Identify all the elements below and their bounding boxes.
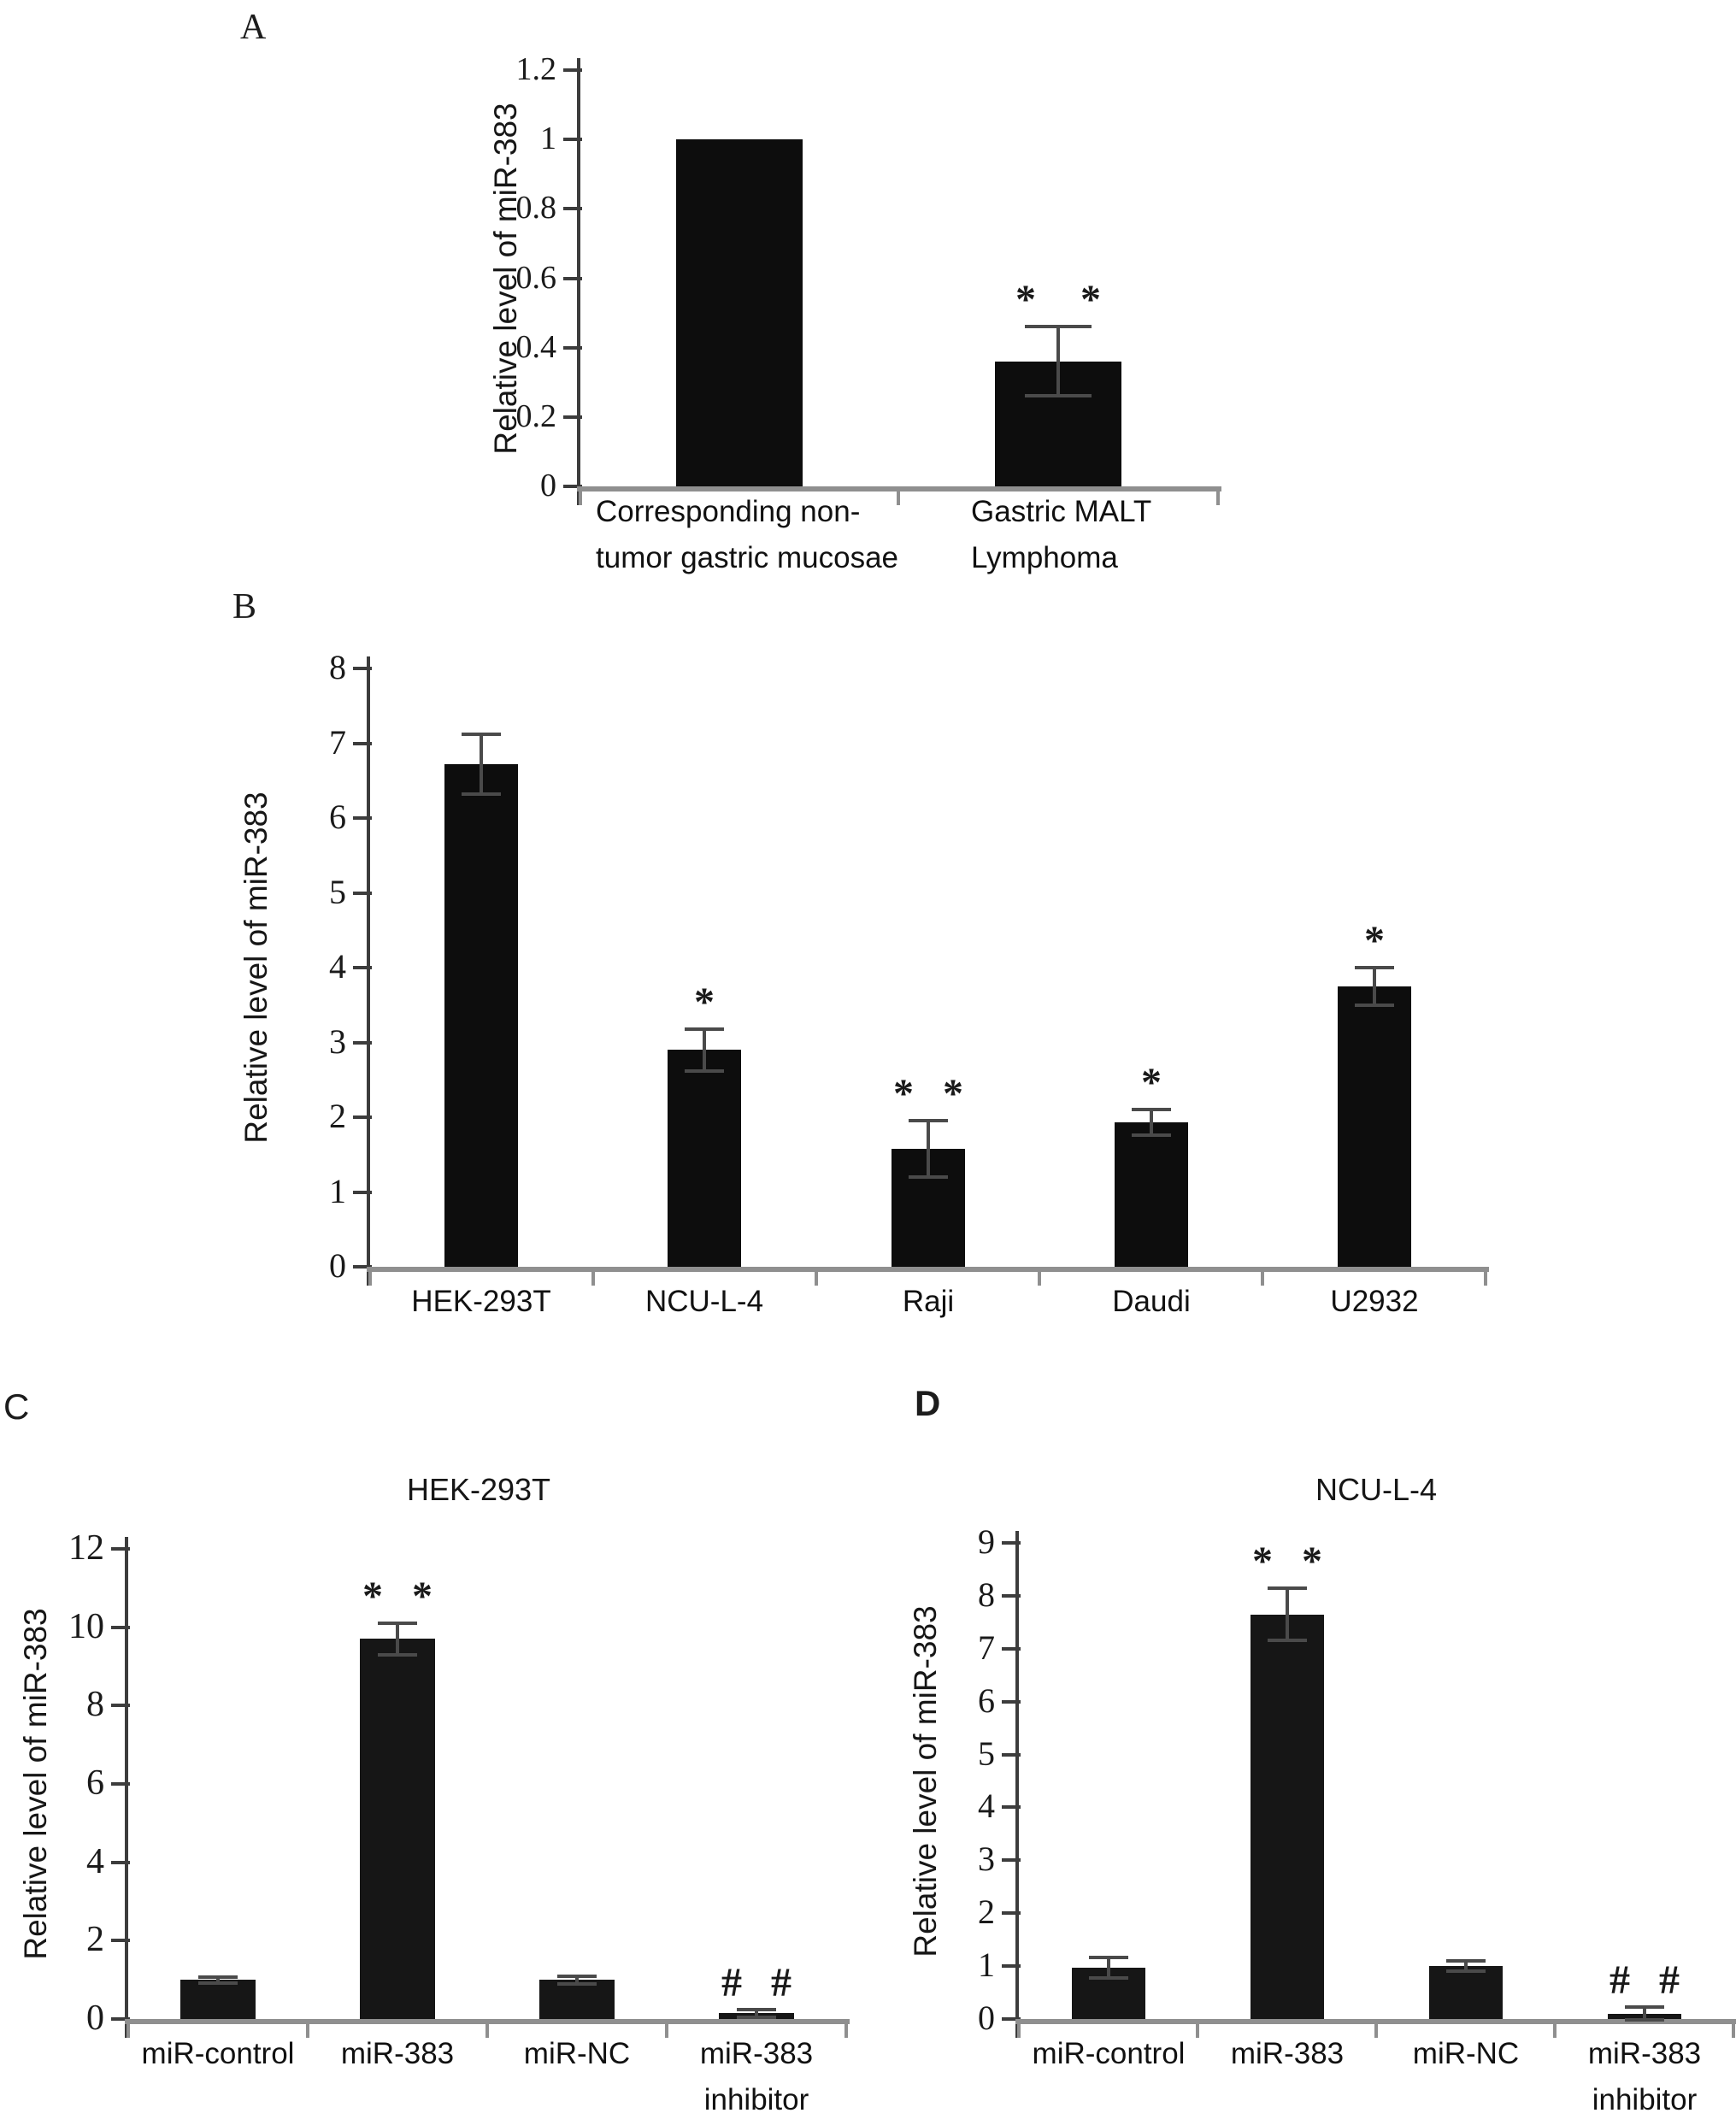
significance-annotation xyxy=(602,981,807,1024)
y-tick-mark xyxy=(1002,2017,1021,2021)
y-tick-mark xyxy=(353,816,372,820)
y-tick-label: 0.2 xyxy=(515,397,556,434)
y-tick-label: 3 xyxy=(978,1840,995,1879)
x-tick-mark xyxy=(368,1272,372,1286)
error-bar-line xyxy=(755,2010,758,2017)
asterisk-marker: * xyxy=(412,1574,433,1620)
y-tick-label: 1 xyxy=(329,1171,346,1210)
y-tick-mark xyxy=(111,1547,130,1551)
x-axis-line xyxy=(1015,2019,1736,2024)
y-tick-mark xyxy=(563,207,582,210)
error-bar-line xyxy=(1150,1110,1153,1135)
y-tick-mark xyxy=(353,742,372,745)
y-tick-label: 0.6 xyxy=(515,259,556,296)
error-bar-cap-bottom xyxy=(1268,1639,1307,1642)
x-tick-mark xyxy=(665,2024,668,2038)
y-axis-line xyxy=(1015,1531,1019,2038)
error-bar-line xyxy=(703,1029,706,1071)
bar xyxy=(444,764,518,1267)
error-bar-line xyxy=(396,1623,399,1655)
y-tick-mark xyxy=(1002,1964,1021,1968)
error-bar-cap-top xyxy=(378,1622,417,1625)
y-tick-mark xyxy=(1002,1541,1021,1545)
asterisk-marker: * xyxy=(1364,918,1385,963)
asterisk-marker: * xyxy=(893,1070,914,1116)
x-category-label: HEK-293T xyxy=(411,1285,551,1318)
bar xyxy=(1072,1968,1145,2019)
x-category-label: miR-383 xyxy=(699,2037,814,2070)
error-bar-cap-top xyxy=(1025,325,1092,328)
bar xyxy=(180,1980,256,2019)
x-tick-mark xyxy=(127,2024,130,2038)
significance-annotation xyxy=(1542,1959,1736,2002)
y-tick-label: 1 xyxy=(540,121,556,157)
bar xyxy=(1115,1122,1188,1267)
error-bar-cap-bottom xyxy=(909,1175,948,1179)
error-bar-cap-bottom xyxy=(685,1069,724,1073)
x-tick-mark xyxy=(1038,1272,1041,1286)
hash-marker: # xyxy=(1659,1957,1680,2004)
y-tick-mark xyxy=(563,415,582,419)
y-tick-mark xyxy=(353,966,372,969)
error-bar-line xyxy=(927,1121,930,1178)
x-category-label: inhibitor xyxy=(703,2083,809,2116)
asterisk-marker: * xyxy=(1252,1538,1273,1584)
y-tick-mark xyxy=(353,892,372,895)
y-tick-label: 2 xyxy=(86,1920,104,1960)
y-axis-line xyxy=(367,656,370,1286)
x-category-label: Daudi xyxy=(1112,1285,1191,1318)
error-bar-line xyxy=(480,734,483,794)
error-bar-cap-bottom xyxy=(737,2016,776,2019)
x-axis-line xyxy=(367,1267,1489,1272)
y-tick-label: 9 xyxy=(978,1522,995,1561)
error-bar-cap-bottom xyxy=(198,1981,238,1985)
x-category-label: miR-NC xyxy=(523,2037,631,2070)
y-tick-label: 8 xyxy=(329,648,346,686)
y-tick-mark xyxy=(563,346,582,350)
bar xyxy=(1338,986,1411,1267)
significance-annotation xyxy=(654,1959,859,2005)
y-tick-mark xyxy=(1002,1594,1021,1598)
significance-annotation xyxy=(826,1070,1031,1116)
y-tick-label: 7 xyxy=(978,1628,995,1667)
panel-d-title: NCU-L-4 xyxy=(1315,1472,1438,1507)
bar xyxy=(892,1149,965,1267)
x-category-label: miR-383 xyxy=(1587,2037,1702,2070)
x-category-label: miR-control xyxy=(141,2037,295,2070)
x-tick-mark xyxy=(1732,2024,1735,2038)
y-tick-mark xyxy=(563,138,582,141)
error-bar-cap-top xyxy=(909,1119,948,1122)
x-category-label: miR-control xyxy=(1032,2037,1186,2070)
error-bar-cap-top xyxy=(1268,1586,1307,1590)
asterisk-marker: * xyxy=(1141,1060,1162,1106)
y-tick-label: 1 xyxy=(978,1945,995,1985)
y-tick-label: 0 xyxy=(540,468,556,503)
x-tick-mark xyxy=(1216,492,1220,505)
significance-annotation xyxy=(1272,920,1477,962)
bar xyxy=(668,1050,741,1267)
error-bar-cap-top xyxy=(1355,966,1394,969)
y-axis-line xyxy=(577,58,580,505)
x-tick-mark xyxy=(1553,2024,1557,2038)
y-tick-mark xyxy=(353,1265,372,1269)
x-category-label: miR-383 xyxy=(340,2037,455,2070)
y-tick-mark xyxy=(1002,1911,1021,1915)
error-bar-line xyxy=(575,1976,579,1984)
panel-d-label: D xyxy=(915,1383,941,1423)
y-tick-label: 10 xyxy=(68,1606,104,1646)
significance-annotation xyxy=(1049,1062,1254,1104)
y-tick-label: 12 xyxy=(68,1528,104,1568)
panel-a-label: A xyxy=(240,8,267,47)
y-tick-label: 5 xyxy=(978,1734,995,1773)
y-tick-mark xyxy=(1002,1753,1021,1757)
y-tick-mark xyxy=(563,68,582,72)
error-bar-line xyxy=(1056,327,1060,396)
x-tick-mark xyxy=(815,1272,818,1286)
y-tick-label: 0.8 xyxy=(515,190,556,227)
significance-annotation xyxy=(295,1575,500,1618)
x-axis-line xyxy=(577,486,1221,492)
x-tick-mark xyxy=(591,1272,595,1286)
y-tick-mark xyxy=(1002,1858,1021,1862)
error-bar-line xyxy=(1373,968,1376,1005)
bar xyxy=(676,139,803,486)
x-category-label: inhibitor xyxy=(1592,2083,1698,2116)
asterisk-marker: * xyxy=(1015,277,1036,323)
x-tick-mark xyxy=(1017,2024,1021,2038)
x-category-label: tumor gastric mucosae xyxy=(596,541,899,574)
y-tick-mark xyxy=(353,1191,372,1194)
panel-c-title: HEK-293T xyxy=(406,1472,551,1507)
error-bar-line xyxy=(1464,1961,1468,1971)
y-tick-label: 0 xyxy=(978,1998,995,2037)
y-axis-title: Relative level of miR-383 xyxy=(18,1608,53,1960)
y-axis-title: Relative level of miR-383 xyxy=(908,1604,943,1957)
x-tick-mark xyxy=(1374,2024,1378,2038)
y-tick-mark xyxy=(111,1626,130,1629)
y-tick-label: 2 xyxy=(329,1097,346,1135)
y-tick-label: 4 xyxy=(86,1841,104,1881)
y-axis-title: Relative level of miR-383 xyxy=(488,102,523,455)
bar xyxy=(719,2013,794,2019)
y-tick-label: 2 xyxy=(978,1892,995,1932)
y-tick-label: 4 xyxy=(978,1787,995,1826)
y-tick-label: 6 xyxy=(86,1763,104,1803)
error-bar-cap-top xyxy=(1089,1956,1128,1959)
x-category-label: U2932 xyxy=(1330,1285,1419,1318)
y-tick-mark xyxy=(111,1861,130,1864)
error-bar-cap-bottom xyxy=(1089,1976,1128,1980)
asterisk-marker: * xyxy=(362,1574,383,1620)
bar xyxy=(539,1980,615,2019)
y-tick-mark xyxy=(111,2017,130,2021)
x-tick-mark xyxy=(1196,2024,1199,2038)
y-tick-label: 1.2 xyxy=(515,51,556,87)
error-bar-cap-bottom xyxy=(1625,2018,1664,2022)
y-tick-mark xyxy=(1002,1805,1021,1809)
y-tick-label: 8 xyxy=(86,1685,104,1725)
x-category-label: miR-383 xyxy=(1230,2037,1345,2070)
bar xyxy=(1251,1615,1324,2019)
y-axis-line xyxy=(125,1537,128,2038)
error-bar-cap-top xyxy=(557,1975,597,1978)
x-category-label: NCU-L-4 xyxy=(644,1285,764,1318)
x-category-label: Corresponding non- xyxy=(596,495,861,528)
y-tick-label: 4 xyxy=(329,947,346,986)
bar xyxy=(1608,2014,1681,2019)
asterisk-marker: * xyxy=(694,979,715,1025)
bar xyxy=(360,1639,435,2019)
significance-annotation xyxy=(1185,1540,1390,1583)
x-category-label: miR-NC xyxy=(1412,2037,1520,2070)
x-tick-mark xyxy=(897,492,900,505)
y-tick-label: 6 xyxy=(978,1681,995,1720)
y-tick-mark xyxy=(111,1704,130,1707)
error-bar-cap-top xyxy=(685,1027,724,1031)
error-bar-line xyxy=(1107,1957,1110,1979)
y-tick-mark xyxy=(1002,1700,1021,1704)
bar xyxy=(995,362,1121,486)
y-tick-mark xyxy=(111,1939,130,1942)
error-bar-cap-bottom xyxy=(378,1653,417,1657)
y-tick-mark xyxy=(353,1115,372,1119)
error-bar-cap-top xyxy=(1446,1959,1486,1963)
error-bar-line xyxy=(1643,2007,1646,2020)
error-bar-cap-bottom xyxy=(462,792,501,796)
y-tick-mark xyxy=(563,485,582,488)
x-tick-mark xyxy=(579,492,582,505)
bar xyxy=(1429,1966,1503,2019)
significance-annotation xyxy=(956,279,1161,321)
y-tick-label: 7 xyxy=(329,722,346,762)
error-bar-line xyxy=(216,1977,220,1983)
asterisk-marker: * xyxy=(1302,1538,1322,1584)
hash-marker: # xyxy=(721,1959,742,2005)
x-category-label: Lymphoma xyxy=(971,541,1118,574)
y-tick-mark xyxy=(1002,1647,1021,1651)
error-bar-cap-top xyxy=(737,2008,776,2011)
asterisk-marker: * xyxy=(943,1070,963,1116)
y-tick-label: 6 xyxy=(329,798,346,836)
hash-marker: # xyxy=(1609,1957,1630,2004)
error-bar-cap-top xyxy=(198,1975,238,1979)
y-tick-mark xyxy=(563,277,582,280)
x-tick-mark xyxy=(306,2024,309,2038)
error-bar-cap-bottom xyxy=(557,1982,597,1986)
y-tick-label: 0 xyxy=(86,1998,104,2038)
error-bar-cap-top xyxy=(1625,2005,1664,2009)
y-tick-label: 0 xyxy=(329,1246,346,1285)
x-tick-mark xyxy=(1261,1272,1264,1286)
x-tick-mark xyxy=(1484,1272,1487,1286)
y-tick-label: 5 xyxy=(329,872,346,911)
y-tick-mark xyxy=(353,1041,372,1045)
y-tick-label: 8 xyxy=(978,1575,995,1614)
panel-b-label: B xyxy=(232,587,257,627)
error-bar-cap-bottom xyxy=(1446,1969,1486,1973)
y-axis-title: Relative level of miR-383 xyxy=(238,792,274,1144)
y-tick-label: 0.4 xyxy=(515,328,556,365)
y-tick-label: 3 xyxy=(329,1021,346,1061)
panel-c-label: C xyxy=(3,1386,30,1427)
error-bar-cap-bottom xyxy=(1355,1004,1394,1007)
x-category-label: Raji xyxy=(902,1285,955,1318)
x-tick-mark xyxy=(844,2024,848,2038)
x-category-label: Gastric MALT xyxy=(971,495,1152,528)
y-tick-mark xyxy=(111,1782,130,1786)
x-tick-mark xyxy=(485,2024,489,2038)
error-bar-line xyxy=(1286,1588,1289,1641)
error-bar-cap-top xyxy=(1132,1108,1171,1111)
y-tick-mark xyxy=(353,667,372,670)
error-bar-cap-bottom xyxy=(1132,1133,1171,1137)
asterisk-marker: * xyxy=(1080,277,1101,323)
x-axis-line xyxy=(125,2019,850,2024)
error-bar-cap-top xyxy=(462,733,501,736)
hash-marker: # xyxy=(771,1959,791,2005)
error-bar-cap-bottom xyxy=(1025,394,1092,397)
